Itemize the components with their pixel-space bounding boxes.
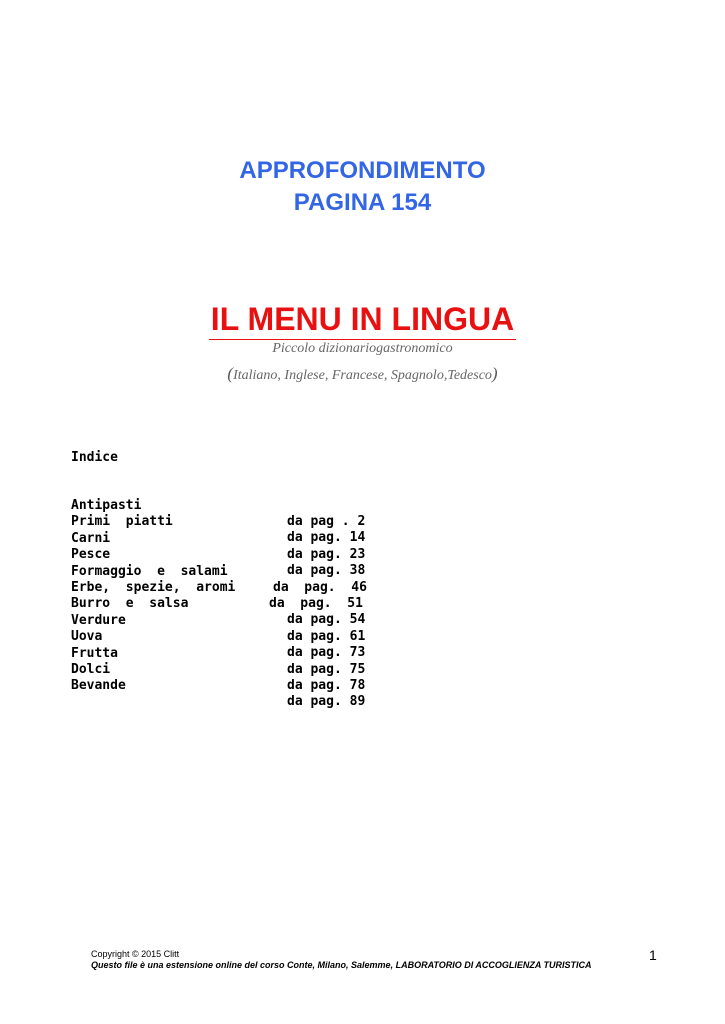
index-item-page: da pag. 38 bbox=[287, 563, 366, 579]
index-item-name: Carni bbox=[71, 530, 111, 546]
index-item-name: Dolci bbox=[71, 661, 111, 677]
index-item-name: Formaggio e salami bbox=[71, 563, 228, 579]
subtitle-languages-text: Italiano, Inglese, Francese, Spagnolo,Tedesco bbox=[233, 368, 492, 383]
page-title bbox=[0, 300, 725, 340]
index-item-page: da pag. 78 bbox=[287, 677, 366, 693]
index-item-name: Pesce bbox=[71, 547, 111, 563]
header-line-approfondimento: APPROFONDIMENTO bbox=[239, 157, 486, 184]
index-item-page: da pag. 14 bbox=[287, 530, 366, 546]
index-heading: Indice bbox=[71, 450, 118, 465]
index-item-name: Primi piatti bbox=[71, 514, 173, 530]
index-item-page: da pag. 23 bbox=[287, 546, 366, 562]
header-line-pagina: PAGINA 154 bbox=[293, 189, 432, 216]
index-item-name: Frutta bbox=[71, 645, 118, 661]
document-header bbox=[0, 155, 725, 219]
index-item-name: Burro e salsa bbox=[71, 596, 189, 612]
index-item-page: da pag. 61 bbox=[287, 628, 366, 644]
index-item-name: Antipasti bbox=[71, 498, 142, 513]
subtitle-open-paren: ( bbox=[227, 364, 234, 383]
index-item-name: Erbe, spezie, aromi bbox=[71, 579, 236, 595]
index-item-page: da pag. 46 bbox=[273, 579, 367, 595]
index-item-name: Uova bbox=[71, 629, 103, 645]
footer-copyright: Copyright © 2015 Clitt bbox=[91, 949, 180, 959]
index-item-page: da pag. 75 bbox=[287, 661, 366, 677]
index-item-page: da pag. 54 bbox=[287, 612, 366, 628]
index-item-page: da pag. 73 bbox=[287, 645, 366, 661]
index-item-page: da pag. 51 bbox=[269, 595, 363, 611]
page-number: 1 bbox=[649, 947, 657, 963]
index-item-page: da pag. 89 bbox=[287, 694, 366, 710]
footer-course-note: Questo file è una estensione online del corso Conte, Milano, Salemme, LABORATORIO DI ACCOGLIENZA TURISTICA bbox=[91, 960, 592, 970]
index-item-name: Bevande bbox=[71, 678, 126, 694]
index-list bbox=[71, 482, 367, 710]
index-item-name: Verdure bbox=[71, 612, 126, 628]
index-item-page: da pag . 2 bbox=[287, 514, 366, 529]
subtitle-close-paren: ) bbox=[491, 364, 498, 383]
subtitle-languages bbox=[0, 364, 725, 384]
subtitle-dictionary: Piccolo dizionariogastronomico bbox=[272, 341, 453, 356]
page-title-text: IL MENU IN LINGUA bbox=[209, 300, 516, 340]
